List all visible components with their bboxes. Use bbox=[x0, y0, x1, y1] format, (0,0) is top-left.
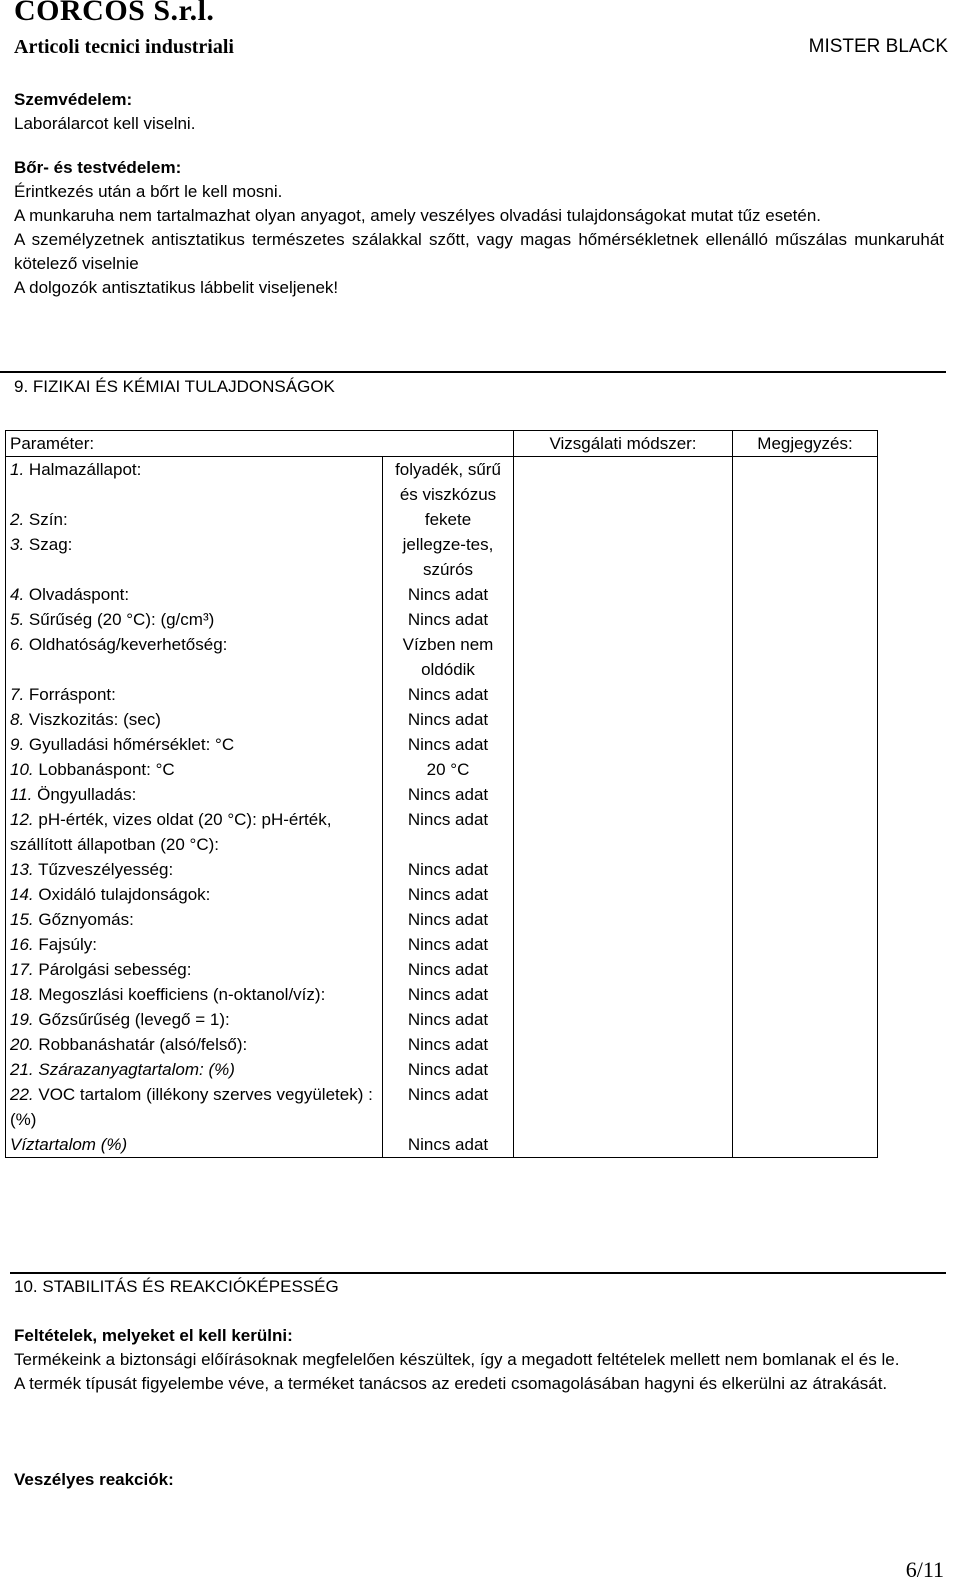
table-row bbox=[6, 582, 878, 607]
property-number: 13. bbox=[10, 860, 34, 879]
property-note bbox=[733, 582, 878, 607]
property-value: Nincs adat bbox=[383, 882, 514, 907]
property-value: Nincs adat bbox=[383, 782, 514, 807]
property-number: 4. bbox=[10, 585, 25, 604]
property-method bbox=[514, 932, 733, 957]
conditions-line: Termékeink a biztonsági előírásoknak megfelelően készültek, így a megadott feltételek mellett nem bomlanak el és le. bbox=[14, 1350, 900, 1369]
property-name: Víztartalom (%) bbox=[10, 1135, 128, 1154]
property-note bbox=[733, 732, 878, 757]
property-value: Nincs adat bbox=[383, 682, 514, 707]
property-value: Nincs adat bbox=[383, 607, 514, 632]
property-name: Gőzsűrűség (levegő = 1): bbox=[38, 1010, 230, 1029]
table-row bbox=[6, 857, 878, 882]
property-number: 15. bbox=[10, 910, 34, 929]
property-name: Forráspont: bbox=[28, 685, 116, 704]
property-number: 3. bbox=[10, 535, 25, 554]
property-name: pH-érték, vizes oldat (20 °C): pH-érték, szállított állapotban (20 °C): bbox=[10, 810, 332, 854]
property-label bbox=[6, 532, 383, 582]
company-name: CORCOS S.r.l. bbox=[14, 0, 215, 27]
property-method bbox=[514, 582, 733, 607]
property-label bbox=[6, 857, 383, 882]
property-name: Oxidáló tulajdonságok: bbox=[38, 885, 211, 904]
property-label bbox=[6, 457, 383, 508]
property-value: Nincs adat bbox=[383, 982, 514, 1007]
property-name: Halmazállapot: bbox=[28, 460, 142, 479]
property-name: Megoszlási koefficiens (n-oktanol/víz): bbox=[38, 985, 326, 1004]
property-label bbox=[6, 607, 383, 632]
eye-protection-section bbox=[14, 88, 944, 136]
table-row bbox=[6, 732, 878, 757]
skin-protection-section bbox=[14, 156, 944, 300]
property-name: Szag: bbox=[28, 535, 73, 554]
property-note bbox=[733, 932, 878, 957]
conditions-line: A termék típusát figyelembe véve, a terméket tanácsos az eredeti csomagolásában hagyni és elkerülni az átrakását. bbox=[14, 1374, 888, 1393]
property-value: 20 °C bbox=[383, 757, 514, 782]
property-value: Nincs adat bbox=[383, 932, 514, 957]
property-label bbox=[6, 907, 383, 932]
property-name: Viszkozitás: (sec) bbox=[28, 710, 161, 729]
product-name: MISTER BLACK bbox=[808, 36, 948, 57]
table-row bbox=[6, 957, 878, 982]
table-row bbox=[6, 707, 878, 732]
property-note bbox=[733, 1057, 878, 1082]
table-row bbox=[6, 907, 878, 932]
property-method bbox=[514, 1132, 733, 1158]
property-value: Nincs adat bbox=[383, 1057, 514, 1082]
property-note bbox=[733, 607, 878, 632]
property-label bbox=[6, 957, 383, 982]
property-number: 2. bbox=[10, 510, 25, 529]
property-method bbox=[514, 507, 733, 532]
table-row bbox=[6, 882, 878, 907]
property-value: Nincs adat bbox=[383, 1032, 514, 1057]
property-label bbox=[6, 782, 383, 807]
property-label bbox=[6, 1082, 383, 1132]
eye-protection-text: Laborálarcot kell viselni. bbox=[14, 114, 196, 133]
property-method bbox=[514, 882, 733, 907]
property-note bbox=[733, 457, 878, 508]
property-method bbox=[514, 807, 733, 857]
property-label bbox=[6, 757, 383, 782]
property-number: 18. bbox=[10, 985, 34, 1004]
table-row bbox=[6, 1132, 878, 1158]
property-method bbox=[514, 982, 733, 1007]
property-method bbox=[514, 907, 733, 932]
skin-protection-title: Bőr- és testvédelem: bbox=[14, 158, 182, 177]
property-value: Nincs adat bbox=[383, 707, 514, 732]
table-row bbox=[6, 932, 878, 957]
property-label bbox=[6, 582, 383, 607]
property-note bbox=[733, 1007, 878, 1032]
header-param: Paraméter: bbox=[6, 431, 514, 457]
property-value: Nincs adat bbox=[383, 732, 514, 757]
table-row bbox=[6, 507, 878, 532]
property-note bbox=[733, 1032, 878, 1057]
property-value: Nincs adat bbox=[383, 1132, 514, 1158]
property-name: Tűzveszélyesség: bbox=[38, 860, 174, 879]
property-label bbox=[6, 1132, 383, 1158]
property-label bbox=[6, 732, 383, 757]
document-header bbox=[14, 0, 954, 62]
property-number: 1. bbox=[10, 460, 25, 479]
table-row bbox=[6, 632, 878, 682]
property-name: Gyulladási hőmérséklet: °C bbox=[28, 735, 235, 754]
skin-protection-line: A személyzetnek antisztatikus természetes szálakkal szőtt, vagy magas hőmérsékletnek ellenálló műszálas munkaruhát kötelező viselnie bbox=[14, 230, 944, 273]
property-note bbox=[733, 807, 878, 857]
table-row bbox=[6, 807, 878, 857]
property-number: 8. bbox=[10, 710, 25, 729]
section-10-title: 10. STABILITÁS ÉS REAKCIÓKÉPESSÉG bbox=[10, 1272, 946, 1297]
property-number: 19. bbox=[10, 1010, 34, 1029]
property-method bbox=[514, 1082, 733, 1132]
property-label bbox=[6, 1007, 383, 1032]
table-row bbox=[6, 1057, 878, 1082]
property-name: Párolgási sebesség: bbox=[38, 960, 192, 979]
property-note bbox=[733, 507, 878, 532]
property-label bbox=[6, 807, 383, 857]
table-row bbox=[6, 607, 878, 632]
property-number: 22. bbox=[10, 1085, 34, 1104]
property-value: Nincs adat bbox=[383, 1082, 514, 1132]
property-label bbox=[6, 882, 383, 907]
property-label bbox=[6, 632, 383, 682]
reactions-title: Veszélyes reakciók: bbox=[14, 1470, 174, 1489]
property-method bbox=[514, 732, 733, 757]
section-9-title: 9. FIZIKAI ÉS KÉMIAI TULAJDONSÁGOK bbox=[0, 371, 946, 397]
header-note: Megjegyzés: bbox=[733, 431, 878, 457]
skin-protection-line: A dolgozók antisztatikus lábbelit viseljenek! bbox=[14, 278, 339, 297]
table-row bbox=[6, 782, 878, 807]
property-label bbox=[6, 507, 383, 532]
property-note bbox=[733, 857, 878, 882]
property-note bbox=[733, 707, 878, 732]
property-number: 16. bbox=[10, 935, 34, 954]
property-note bbox=[733, 632, 878, 682]
property-value: Nincs adat bbox=[383, 1007, 514, 1032]
company-subtitle: Articoli tecnici industriali bbox=[14, 36, 234, 58]
property-label bbox=[6, 707, 383, 732]
property-number: 20. bbox=[10, 1035, 34, 1054]
property-note bbox=[733, 782, 878, 807]
property-name: Szín: bbox=[28, 510, 68, 529]
property-value: Vízben nem oldódik bbox=[383, 632, 514, 682]
property-method bbox=[514, 757, 733, 782]
table-row bbox=[6, 1082, 878, 1132]
property-value: Nincs adat bbox=[383, 857, 514, 882]
table-header-row bbox=[6, 431, 878, 457]
property-method bbox=[514, 707, 733, 732]
table-row bbox=[6, 982, 878, 1007]
property-name: VOC tartalom (illékony szerves vegyületek) : (%) bbox=[10, 1085, 373, 1129]
property-note bbox=[733, 757, 878, 782]
property-note bbox=[733, 1082, 878, 1132]
property-name: Olvadáspont: bbox=[28, 585, 130, 604]
table-row bbox=[6, 1032, 878, 1057]
property-note bbox=[733, 1132, 878, 1158]
property-name: Gőznyomás: bbox=[38, 910, 134, 929]
property-name: Fajsúly: bbox=[38, 935, 97, 954]
property-number: 14. bbox=[10, 885, 34, 904]
property-label bbox=[6, 1032, 383, 1057]
property-label bbox=[6, 1057, 383, 1082]
table-row bbox=[6, 532, 878, 582]
property-number: 10. bbox=[10, 760, 34, 779]
property-number: 12. bbox=[10, 810, 34, 829]
property-label bbox=[6, 682, 383, 707]
property-name: Robbanáshatár (alsó/felső): bbox=[38, 1035, 248, 1054]
property-name: Oldhatóság/keverhetőség: bbox=[28, 635, 228, 654]
conditions-section bbox=[14, 1324, 944, 1396]
physical-properties-table bbox=[5, 430, 878, 1158]
header-method: Vizsgálati módszer: bbox=[514, 431, 733, 457]
property-note bbox=[733, 532, 878, 582]
property-method bbox=[514, 857, 733, 882]
property-name: Szárazanyagtartalom: (%) bbox=[38, 1060, 235, 1079]
property-note bbox=[733, 907, 878, 932]
table-row bbox=[6, 457, 878, 508]
property-number: 6. bbox=[10, 635, 25, 654]
property-method bbox=[514, 782, 733, 807]
property-number: 5. bbox=[10, 610, 25, 629]
property-number: 7. bbox=[10, 685, 25, 704]
property-name: Lobbanáspont: °C bbox=[38, 760, 175, 779]
property-label bbox=[6, 932, 383, 957]
property-value: Nincs adat bbox=[383, 807, 514, 857]
property-value: Nincs adat bbox=[383, 957, 514, 982]
property-number: 21. bbox=[10, 1060, 34, 1079]
property-value: Nincs adat bbox=[383, 907, 514, 932]
property-number: 17. bbox=[10, 960, 34, 979]
property-value: jellegze-tes, szúrós bbox=[383, 532, 514, 582]
property-note bbox=[733, 882, 878, 907]
property-note bbox=[733, 682, 878, 707]
skin-protection-line: A munkaruha nem tartalmazhat olyan anyagot, amely veszélyes olvadási tulajdonságokat mutat tűz esetén. bbox=[14, 206, 822, 225]
property-method bbox=[514, 1057, 733, 1082]
table-row bbox=[6, 682, 878, 707]
property-name: Öngyulladás: bbox=[37, 785, 137, 804]
property-number: 11. bbox=[10, 785, 33, 804]
property-method bbox=[514, 457, 733, 508]
property-note bbox=[733, 957, 878, 982]
eye-protection-title: Szemvédelem: bbox=[14, 90, 133, 109]
property-method bbox=[514, 532, 733, 582]
table-row bbox=[6, 757, 878, 782]
property-method bbox=[514, 1032, 733, 1057]
property-method bbox=[514, 632, 733, 682]
conditions-title: Feltételek, melyeket el kell kerülni: bbox=[14, 1326, 293, 1345]
property-note bbox=[733, 982, 878, 1007]
property-value: Nincs adat bbox=[383, 582, 514, 607]
property-number: 9. bbox=[10, 735, 25, 754]
property-name: Sűrűség (20 °C): (g/cm³) bbox=[28, 610, 215, 629]
property-method bbox=[514, 682, 733, 707]
table-row bbox=[6, 1007, 878, 1032]
property-method bbox=[514, 957, 733, 982]
skin-protection-line: Érintkezés után a bőrt le kell mosni. bbox=[14, 182, 283, 201]
property-value: folyadék, sűrű és viszkózus bbox=[383, 457, 514, 508]
property-value: fekete bbox=[383, 507, 514, 532]
property-method bbox=[514, 607, 733, 632]
property-method bbox=[514, 1007, 733, 1032]
property-label bbox=[6, 982, 383, 1007]
page-number: 6/11 bbox=[905, 1557, 944, 1582]
